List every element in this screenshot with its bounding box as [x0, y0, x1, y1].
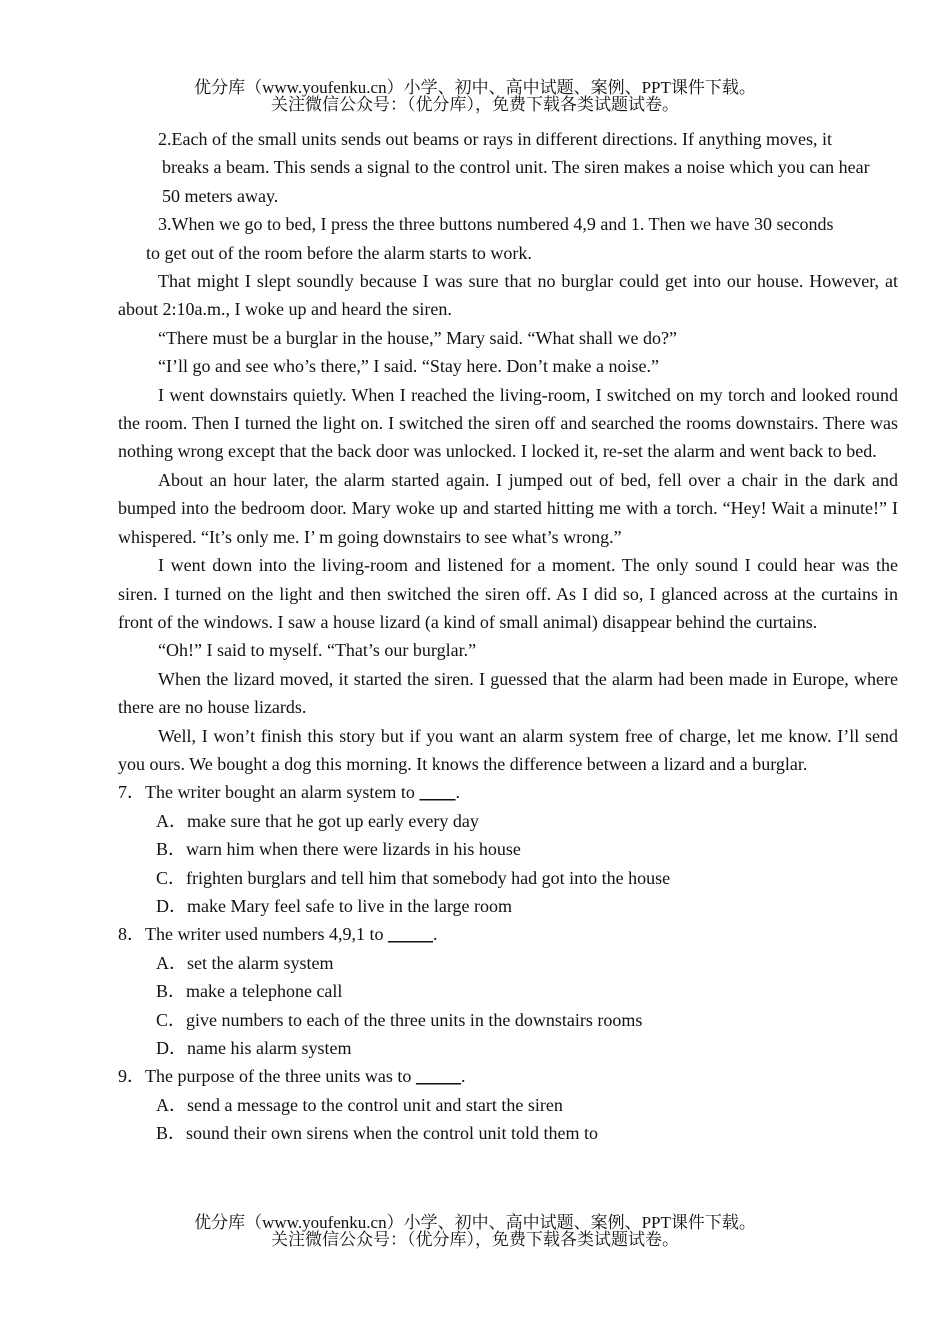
answer-blank: ____: [419, 782, 456, 803]
story-paragraph: That might I slept soundly because I was sure that no burglar could get into our house. However, at about 2:10a.m., I woke up and heard the siren.: [118, 271, 898, 320]
option-d: D．name his alarm system: [156, 1038, 352, 1058]
option-b: B．warn him when there were lizards in his house: [156, 839, 521, 860]
question-stem: 7．The writer bought an alarm system to: [118, 782, 420, 803]
question-8: [118, 920, 898, 948]
numbered-item-first-line: 2.Each of the small units sends out beams or rays in different directions. If anything moves, it: [158, 129, 833, 149]
story-paragraph: Well, I won’t finish this story but if you want an alarm system free of charge, let me know. I’ll send you ours. We bought a dog this morning. It knows the difference between a lizard and a burglar.: [118, 725, 898, 774]
story-paragraph: About an hour later, the alarm started again. I jumped out of bed, fell over a chair in the dark and bumped into the bedroom door. Mary woke up and started hitting me with a torch. “Hey! Wait a minute!” I whispered. “It’s only me. I’ m going downstairs to see what’s wrong.”: [118, 469, 898, 547]
story-paragraph: I went down into the living-room and listened for a moment. The only sound I could hear was the siren. I turned on the light and then switched the siren off. As I did so, I glanced across at the curtains in front of the windows. I saw a house lizard (a kind of small animal) disappear behind the curtains.: [118, 555, 898, 632]
question-stem: 8．The writer used numbers 4,9,1 to: [118, 924, 388, 945]
option-c: C．frighten burglars and tell him that somebody had got into the house: [156, 867, 671, 888]
page-footer: [0, 1214, 950, 1248]
story-paragraph: “There must be a burglar in the house,” Mary said. “What shall we do?”: [158, 327, 677, 348]
story-paragraph: “I’ll go and see who’s there,” I said. “Stay here. Don’t make a noise.”: [158, 356, 659, 377]
story-paragraph: I went downstairs quietly. When I reached the living-room, I switched on my torch and looked round the room. Then I turned the light on. I switched the siren off and searched the rooms downstairs. There was nothing wrong except that the back door was unlocked. I locked it, re-set the alarm and went back to bed.: [118, 384, 898, 462]
document-body: [118, 125, 898, 1148]
option-c: C．give numbers to each of the three units in the downstairs rooms: [156, 1009, 643, 1030]
option-a: A．make sure that he got up early every day: [156, 810, 479, 831]
option-d: D．make Mary feel safe to live in the large room: [156, 895, 513, 916]
story-paragraph: “Oh!” I said to myself. “That’s our burglar.”: [158, 640, 477, 661]
footer-line-1: 优分库（www.youfenku.cn）小学、初中、高中试题、案例、PPT课件下载。: [194, 1213, 756, 1232]
question-9: [118, 1062, 898, 1090]
numbered-item-2: [158, 125, 876, 210]
answer-blank: _____: [415, 1066, 461, 1087]
numbered-item-first-line: 3.When we go to bed, I press the three buttons numbered 4,9 and 1. Then we have 30 seconds: [158, 214, 834, 235]
question-7: [118, 778, 898, 806]
footer-line-2: 关注微信公众号：（优分库），免费下载各类试题试卷。: [271, 1230, 679, 1249]
numbered-item-continuation: breaks a beam. This sends a signal to the control unit. The siren makes a noise which you can hear 50 meters away.: [162, 157, 870, 206]
option-b: B．make a telephone call: [156, 981, 343, 1002]
story-paragraph: When the lizard moved, it started the siren. I guessed that the alarm had been made in Europe, where there are no house lizards.: [118, 668, 898, 718]
option-a: A．send a message to the control unit and start the siren: [156, 1094, 563, 1115]
numbered-item-3: [146, 210, 876, 267]
option-a: A．set the alarm system: [156, 952, 334, 973]
question-end: .: [432, 924, 438, 945]
option-b: B．sound their own sirens when the control unit told them to: [156, 1123, 598, 1144]
header-line-2: 关注微信公众号：（优分库），免费下载各类试题试卷。: [271, 95, 679, 114]
answer-blank: _____: [387, 924, 433, 945]
question-end: .: [460, 1066, 466, 1087]
header-line-1: 优分库（www.youfenku.cn）小学、初中、高中试题、案例、PPT课件下载。: [194, 78, 756, 97]
question-end: .: [455, 782, 460, 803]
page-header: [0, 79, 950, 113]
numbered-item-continuation: to get out of the room before the alarm starts to work.: [146, 242, 532, 263]
question-stem: 9．The purpose of the three units was to: [118, 1066, 416, 1087]
